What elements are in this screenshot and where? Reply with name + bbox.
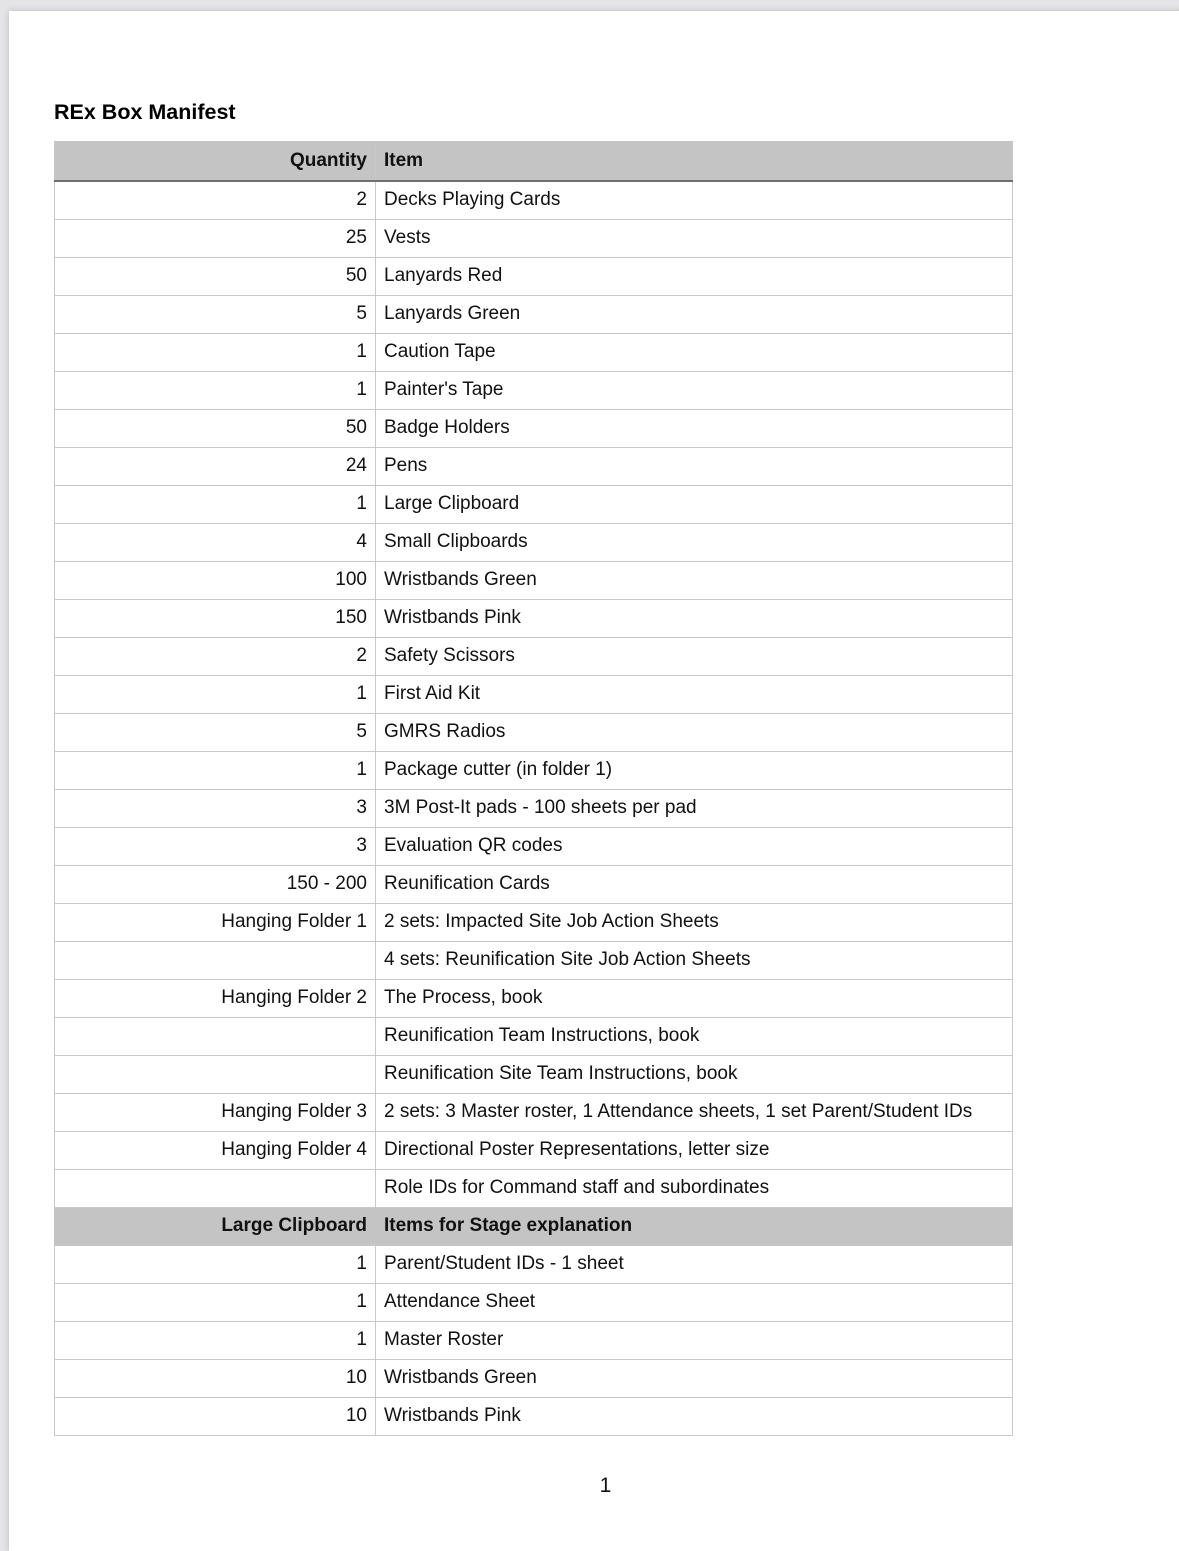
quantity-cell: 1 [55,1321,376,1359]
item-cell: Reunification Cards [376,865,1013,903]
item-cell: Safety Scissors [376,637,1013,675]
manifest-body [55,181,1013,1435]
item-cell: Vests [376,219,1013,257]
quantity-cell: Hanging Folder 2 [55,979,376,1017]
quantity-cell: Large Clipboard [55,1207,376,1245]
item-cell: Lanyards Red [376,257,1013,295]
item-cell: Master Roster [376,1321,1013,1359]
quantity-cell [55,1169,376,1207]
quantity-cell: 24 [55,447,376,485]
item-cell: GMRS Radios [376,713,1013,751]
quantity-cell: 5 [55,713,376,751]
item-cell: The Process, book [376,979,1013,1017]
table-row [55,675,1013,713]
table-row [55,1245,1013,1283]
table-row [55,409,1013,447]
table-row [55,181,1013,219]
item-cell: Badge Holders [376,409,1013,447]
table-row [55,1397,1013,1435]
table-row [55,561,1013,599]
item-cell: 2 sets: 3 Master roster, 1 Attendance sheets, 1 set Parent/Student IDs [376,1093,1013,1131]
quantity-cell: Hanging Folder 4 [55,1131,376,1169]
quantity-cell: 1 [55,1245,376,1283]
table-row [55,523,1013,561]
quantity-cell: 25 [55,219,376,257]
quantity-cell: 100 [55,561,376,599]
item-cell: Parent/Student IDs - 1 sheet [376,1245,1013,1283]
quantity-cell: 4 [55,523,376,561]
item-cell: Caution Tape [376,333,1013,371]
item-cell: 3M Post-It pads - 100 sheets per pad [376,789,1013,827]
quantity-cell: 1 [55,371,376,409]
table-row [55,371,1013,409]
table-row [55,903,1013,941]
table-row [55,1169,1013,1207]
quantity-cell: 3 [55,789,376,827]
header-row [55,141,1013,181]
quantity-cell [55,1017,376,1055]
item-cell: Role IDs for Command staff and subordinates [376,1169,1013,1207]
item-cell: Items for Stage explanation [376,1207,1013,1245]
item-cell: Decks Playing Cards [376,181,1013,219]
table-row [55,333,1013,371]
item-cell: Lanyards Green [376,295,1013,333]
table-row [55,1093,1013,1131]
quantity-cell: 1 [55,333,376,371]
item-cell: Reunification Team Instructions, book [376,1017,1013,1055]
item-cell: Package cutter (in folder 1) [376,751,1013,789]
quantity-cell: 1 [55,485,376,523]
quantity-cell: 1 [55,1283,376,1321]
quantity-cell: 3 [55,827,376,865]
quantity-cell: 2 [55,637,376,675]
quantity-cell: 150 - 200 [55,865,376,903]
quantity-cell: Hanging Folder 3 [55,1093,376,1131]
table-row [55,219,1013,257]
document-page [9,11,1179,1551]
table-row [55,1321,1013,1359]
item-cell: Painter's Tape [376,371,1013,409]
quantity-cell: 50 [55,257,376,295]
quantity-cell [55,941,376,979]
table-row [55,1283,1013,1321]
document-title: REx Box Manifest [54,100,236,124]
table-row [55,789,1013,827]
table-row [55,827,1013,865]
quantity-cell: 5 [55,295,376,333]
quantity-cell: 10 [55,1359,376,1397]
table-row [55,295,1013,333]
table-row [55,865,1013,903]
item-cell: 4 sets: Reunification Site Job Action Sheets [376,941,1013,979]
item-cell: Small Clipboards [376,523,1013,561]
quantity-cell: 1 [55,675,376,713]
item-cell: Wristbands Green [376,561,1013,599]
table-row [55,1131,1013,1169]
item-cell: Wristbands Pink [376,1397,1013,1435]
quantity-cell [55,1055,376,1093]
table-row [55,1359,1013,1397]
table-row [55,637,1013,675]
quantity-cell: 2 [55,181,376,219]
item-cell: Wristbands Green [376,1359,1013,1397]
item-cell: Large Clipboard [376,485,1013,523]
table-row [55,941,1013,979]
item-header: Item [376,141,1013,181]
quantity-cell: 10 [55,1397,376,1435]
quantity-cell: 1 [55,751,376,789]
quantity-cell: 150 [55,599,376,637]
page-number: 1 [599,1474,612,1497]
section-header-row [55,1207,1013,1245]
item-cell: Attendance Sheet [376,1283,1013,1321]
item-cell: Directional Poster Representations, letter size [376,1131,1013,1169]
table-row [55,1055,1013,1093]
item-cell: Wristbands Pink [376,599,1013,637]
item-cell: Evaluation QR codes [376,827,1013,865]
item-cell: 2 sets: Impacted Site Job Action Sheets [376,903,1013,941]
quantity-cell: Hanging Folder 1 [55,903,376,941]
table-row [55,713,1013,751]
table-row [55,979,1013,1017]
table-row [55,751,1013,789]
table-row [55,257,1013,295]
table-row [55,1017,1013,1055]
item-cell: Pens [376,447,1013,485]
item-cell: First Aid Kit [376,675,1013,713]
table-row [55,447,1013,485]
table-row [55,485,1013,523]
quantity-header: Quantity [55,141,376,181]
table-row [55,599,1013,637]
item-cell: Reunification Site Team Instructions, book [376,1055,1013,1093]
manifest-table [54,141,1013,1436]
quantity-cell: 50 [55,409,376,447]
